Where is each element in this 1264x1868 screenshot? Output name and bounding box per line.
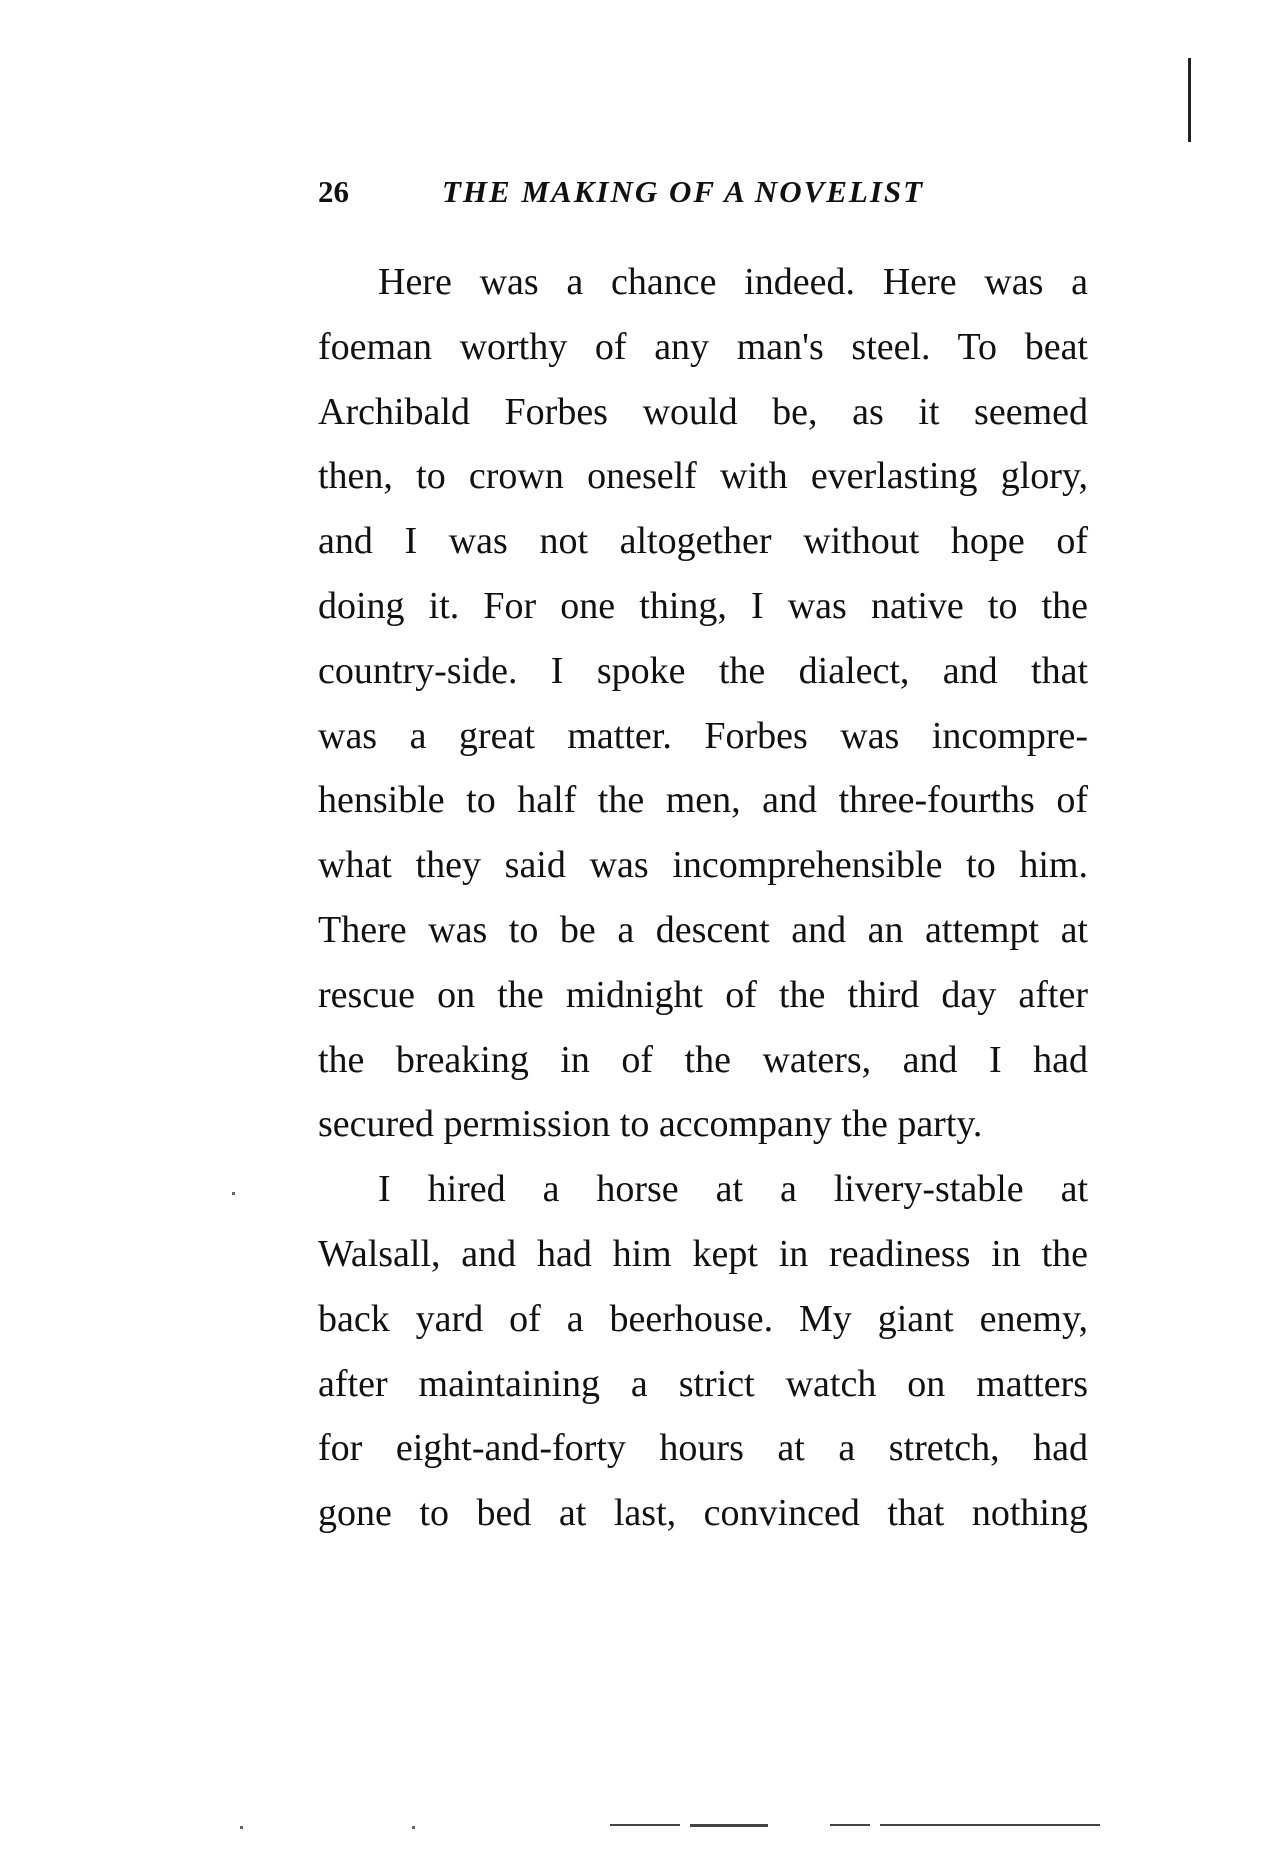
running-title: THE MAKING OF A NOVELIST — [442, 174, 925, 209]
body-text — [318, 250, 1088, 1546]
text-line: after maintaining a strict watch on matters — [318, 1362, 1088, 1405]
text-line: Here was a chance indeed. Here was a — [378, 261, 1088, 303]
page-number: 26 — [318, 174, 349, 209]
text-line: Walsall, and had him kept in readiness in the — [318, 1232, 1088, 1275]
page-edge-mark — [1188, 58, 1191, 142]
scan-speck — [412, 1826, 415, 1829]
text-line: rescue on the midnight of the third day after — [318, 973, 1088, 1016]
text-line: gone to bed at last, convinced that nothing — [318, 1492, 1088, 1535]
text-line: hensible to half the men, and three-fourths of — [318, 779, 1088, 822]
scan-artifact-rule — [690, 1824, 768, 1827]
text-line: the breaking in of the waters, and I had — [318, 1038, 1088, 1081]
running-header — [318, 174, 1088, 218]
text-line: doing it. For one thing, I was native to the — [318, 584, 1088, 627]
scan-speck — [232, 1192, 235, 1195]
text-line: country-side. I spoke the dialect, and that — [318, 649, 1088, 692]
text-line: then, to crown oneself with everlasting glory, — [318, 455, 1088, 498]
text-line: back yard of a beerhouse. My giant enemy, — [318, 1297, 1088, 1340]
scan-artifact-rule — [830, 1824, 870, 1826]
scan-speck — [240, 1826, 243, 1829]
scan-artifact-rule — [880, 1824, 1100, 1826]
scan-artifact-rule — [610, 1824, 680, 1826]
text-line: Archibald Forbes would be, as it seemed — [318, 390, 1088, 433]
text-line: I hired a horse at a livery-stable at — [378, 1168, 1088, 1211]
text-line: foeman worthy of any man's steel. To beat — [318, 325, 1088, 368]
text-line: was a great matter. Forbes was incompre- — [318, 714, 1088, 757]
text-line: for eight-and-forty hours at a stretch, had — [318, 1427, 1088, 1470]
text-line: what they said was incomprehensible to him. — [318, 844, 1088, 887]
text-line: There was to be a descent and an attempt at — [318, 908, 1088, 951]
text-line: secured permission to accompany the party. — [318, 1103, 983, 1146]
text-line: and I was not altogether without hope of — [318, 520, 1088, 563]
